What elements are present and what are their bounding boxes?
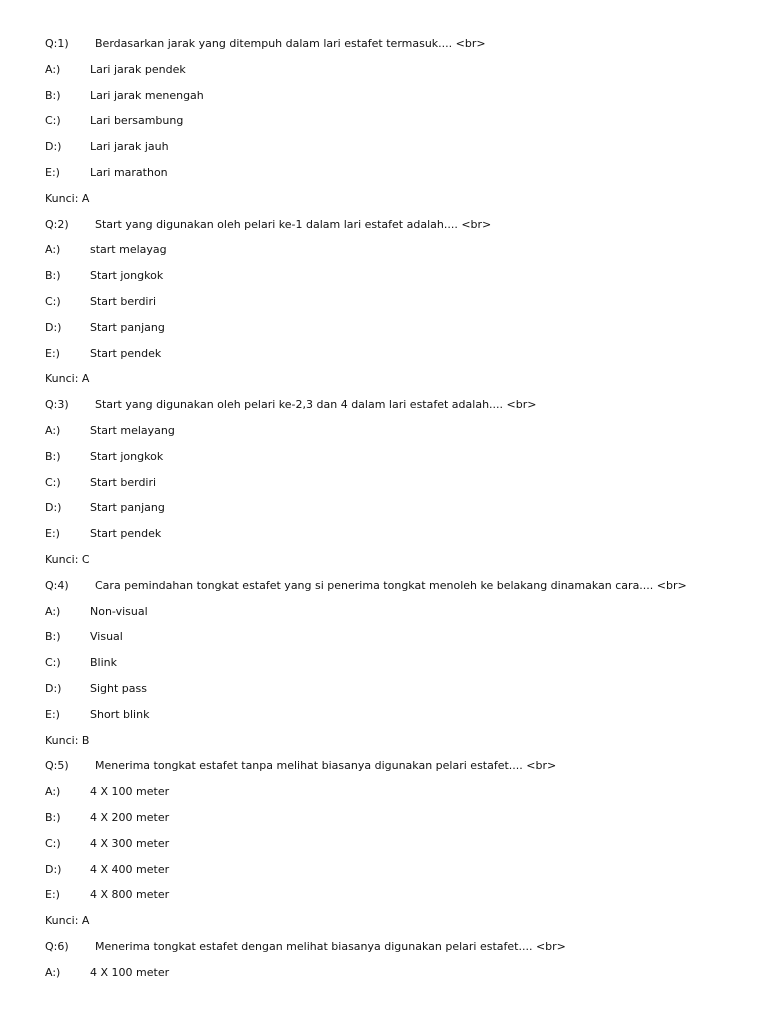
option-letter: B:) <box>45 449 61 463</box>
question-text: Cara pemindahan tongkat estafet yang si penerima tongkat menoleh ke belakang dinamakan cara.... <br> <box>95 578 687 592</box>
option-letter: A:) <box>45 62 61 76</box>
option-text: Lari jarak pendek <box>90 62 186 76</box>
answer-option <box>0 315 768 341</box>
option-text: Start berdiri <box>90 475 157 489</box>
answer-option <box>0 134 768 160</box>
answer-option <box>0 418 768 444</box>
option-text: 4 X 100 meter <box>90 965 170 979</box>
question-text: Menerima tongkat estafet dengan melihat biasanya digunakan pelari estafet.... <br> <box>95 939 566 953</box>
question-number: Q:4) <box>45 578 69 592</box>
answer-option <box>0 160 768 186</box>
option-letter: C:) <box>45 475 61 489</box>
answer-option <box>0 108 768 134</box>
option-text: Start jongkok <box>90 449 164 463</box>
option-text: Lari jarak menengah <box>90 88 204 102</box>
answer-option <box>0 624 768 650</box>
option-letter: A:) <box>45 604 61 618</box>
answer-option <box>0 495 768 521</box>
answer-option <box>0 289 768 315</box>
option-letter: C:) <box>45 294 61 308</box>
option-text: Start jongkok <box>90 269 164 283</box>
option-letter: E:) <box>45 707 60 721</box>
option-text: 4 X 300 meter <box>90 836 170 850</box>
option-letter: E:) <box>45 346 60 360</box>
answer-option <box>0 805 768 831</box>
option-text: Lari marathon <box>90 165 168 179</box>
option-text: Start berdiri <box>90 294 157 308</box>
answer-key: Kunci: B <box>45 733 90 747</box>
answer-key-line <box>0 547 768 573</box>
question-line <box>0 212 768 238</box>
question-number: Q:1) <box>45 37 69 50</box>
option-letter: B:) <box>45 88 61 102</box>
option-letter: C:) <box>45 656 61 670</box>
option-letter: D:) <box>45 681 62 695</box>
question-text: Start yang digunakan oleh pelari ke-2,3 dan 4 dalam lari estafet adalah.... <br> <box>95 398 537 412</box>
answer-option <box>0 83 768 109</box>
option-text: Blink <box>90 656 118 670</box>
answer-key: Kunci: A <box>45 191 90 205</box>
option-letter: B:) <box>45 269 61 283</box>
answer-option <box>0 263 768 289</box>
option-letter: A:) <box>45 785 61 799</box>
option-letter: D:) <box>45 140 62 154</box>
option-text: Non-visual <box>90 604 148 618</box>
option-text: 4 X 200 meter <box>90 810 170 824</box>
answer-option <box>0 470 768 496</box>
question-line <box>0 753 768 779</box>
answer-option <box>0 57 768 83</box>
answer-option <box>0 702 768 728</box>
question-line <box>0 573 768 599</box>
option-text: Sight pass <box>90 681 147 695</box>
option-text: start melayag <box>90 243 167 257</box>
question-number: Q:2) <box>45 217 69 231</box>
answer-option <box>0 341 768 367</box>
option-letter: C:) <box>45 836 61 850</box>
answer-option <box>0 779 768 805</box>
answer-key-line <box>0 728 768 754</box>
option-text: Short blink <box>90 707 150 721</box>
answer-key: Kunci: A <box>45 914 90 928</box>
question-text: Start yang digunakan oleh pelari ke-1 dalam lari estafet adalah.... <br> <box>95 217 492 231</box>
quiz-document <box>0 31 768 985</box>
option-letter: B:) <box>45 810 61 824</box>
option-letter: B:) <box>45 630 61 644</box>
answer-option <box>0 831 768 857</box>
option-letter: A:) <box>45 243 61 257</box>
option-text: 4 X 100 meter <box>90 785 170 799</box>
option-letter: E:) <box>45 527 60 541</box>
option-text: Start pendek <box>90 527 162 541</box>
answer-key-line <box>0 908 768 934</box>
option-text: Lari jarak jauh <box>90 140 169 154</box>
answer-key: Kunci: A <box>45 372 90 386</box>
option-text: 4 X 400 meter <box>90 862 170 876</box>
option-text: Start panjang <box>90 501 165 515</box>
question-text: Menerima tongkat estafet tanpa melihat biasanya digunakan pelari estafet.... <br> <box>95 759 557 773</box>
answer-option <box>0 676 768 702</box>
question-text: Berdasarkan jarak yang ditempuh dalam lari estafet termasuk.... <br> <box>95 37 486 50</box>
option-text: Start pendek <box>90 346 162 360</box>
question-line <box>0 934 768 960</box>
answer-key-line <box>0 366 768 392</box>
option-letter: E:) <box>45 165 60 179</box>
question-number: Q:3) <box>45 398 69 412</box>
option-text: Start melayang <box>90 423 175 437</box>
answer-option <box>0 444 768 470</box>
answer-option <box>0 857 768 883</box>
option-text: 4 X 800 meter <box>90 888 170 902</box>
answer-option <box>0 650 768 676</box>
question-line <box>0 392 768 418</box>
answer-option <box>0 882 768 908</box>
option-letter: A:) <box>45 423 61 437</box>
option-letter: E:) <box>45 888 60 902</box>
option-letter: D:) <box>45 320 62 334</box>
option-letter: D:) <box>45 862 62 876</box>
option-letter: A:) <box>45 965 61 979</box>
option-text: Lari bersambung <box>90 114 184 128</box>
option-letter: C:) <box>45 114 61 128</box>
question-number: Q:6) <box>45 939 69 953</box>
answer-option <box>0 960 768 986</box>
question-number: Q:5) <box>45 759 69 773</box>
answer-option <box>0 599 768 625</box>
question-line <box>0 31 768 57</box>
answer-option <box>0 237 768 263</box>
answer-option <box>0 521 768 547</box>
option-letter: D:) <box>45 501 62 515</box>
answer-key-line <box>0 186 768 212</box>
answer-key: Kunci: C <box>45 552 90 566</box>
option-text: Start panjang <box>90 320 165 334</box>
option-text: Visual <box>90 630 123 644</box>
